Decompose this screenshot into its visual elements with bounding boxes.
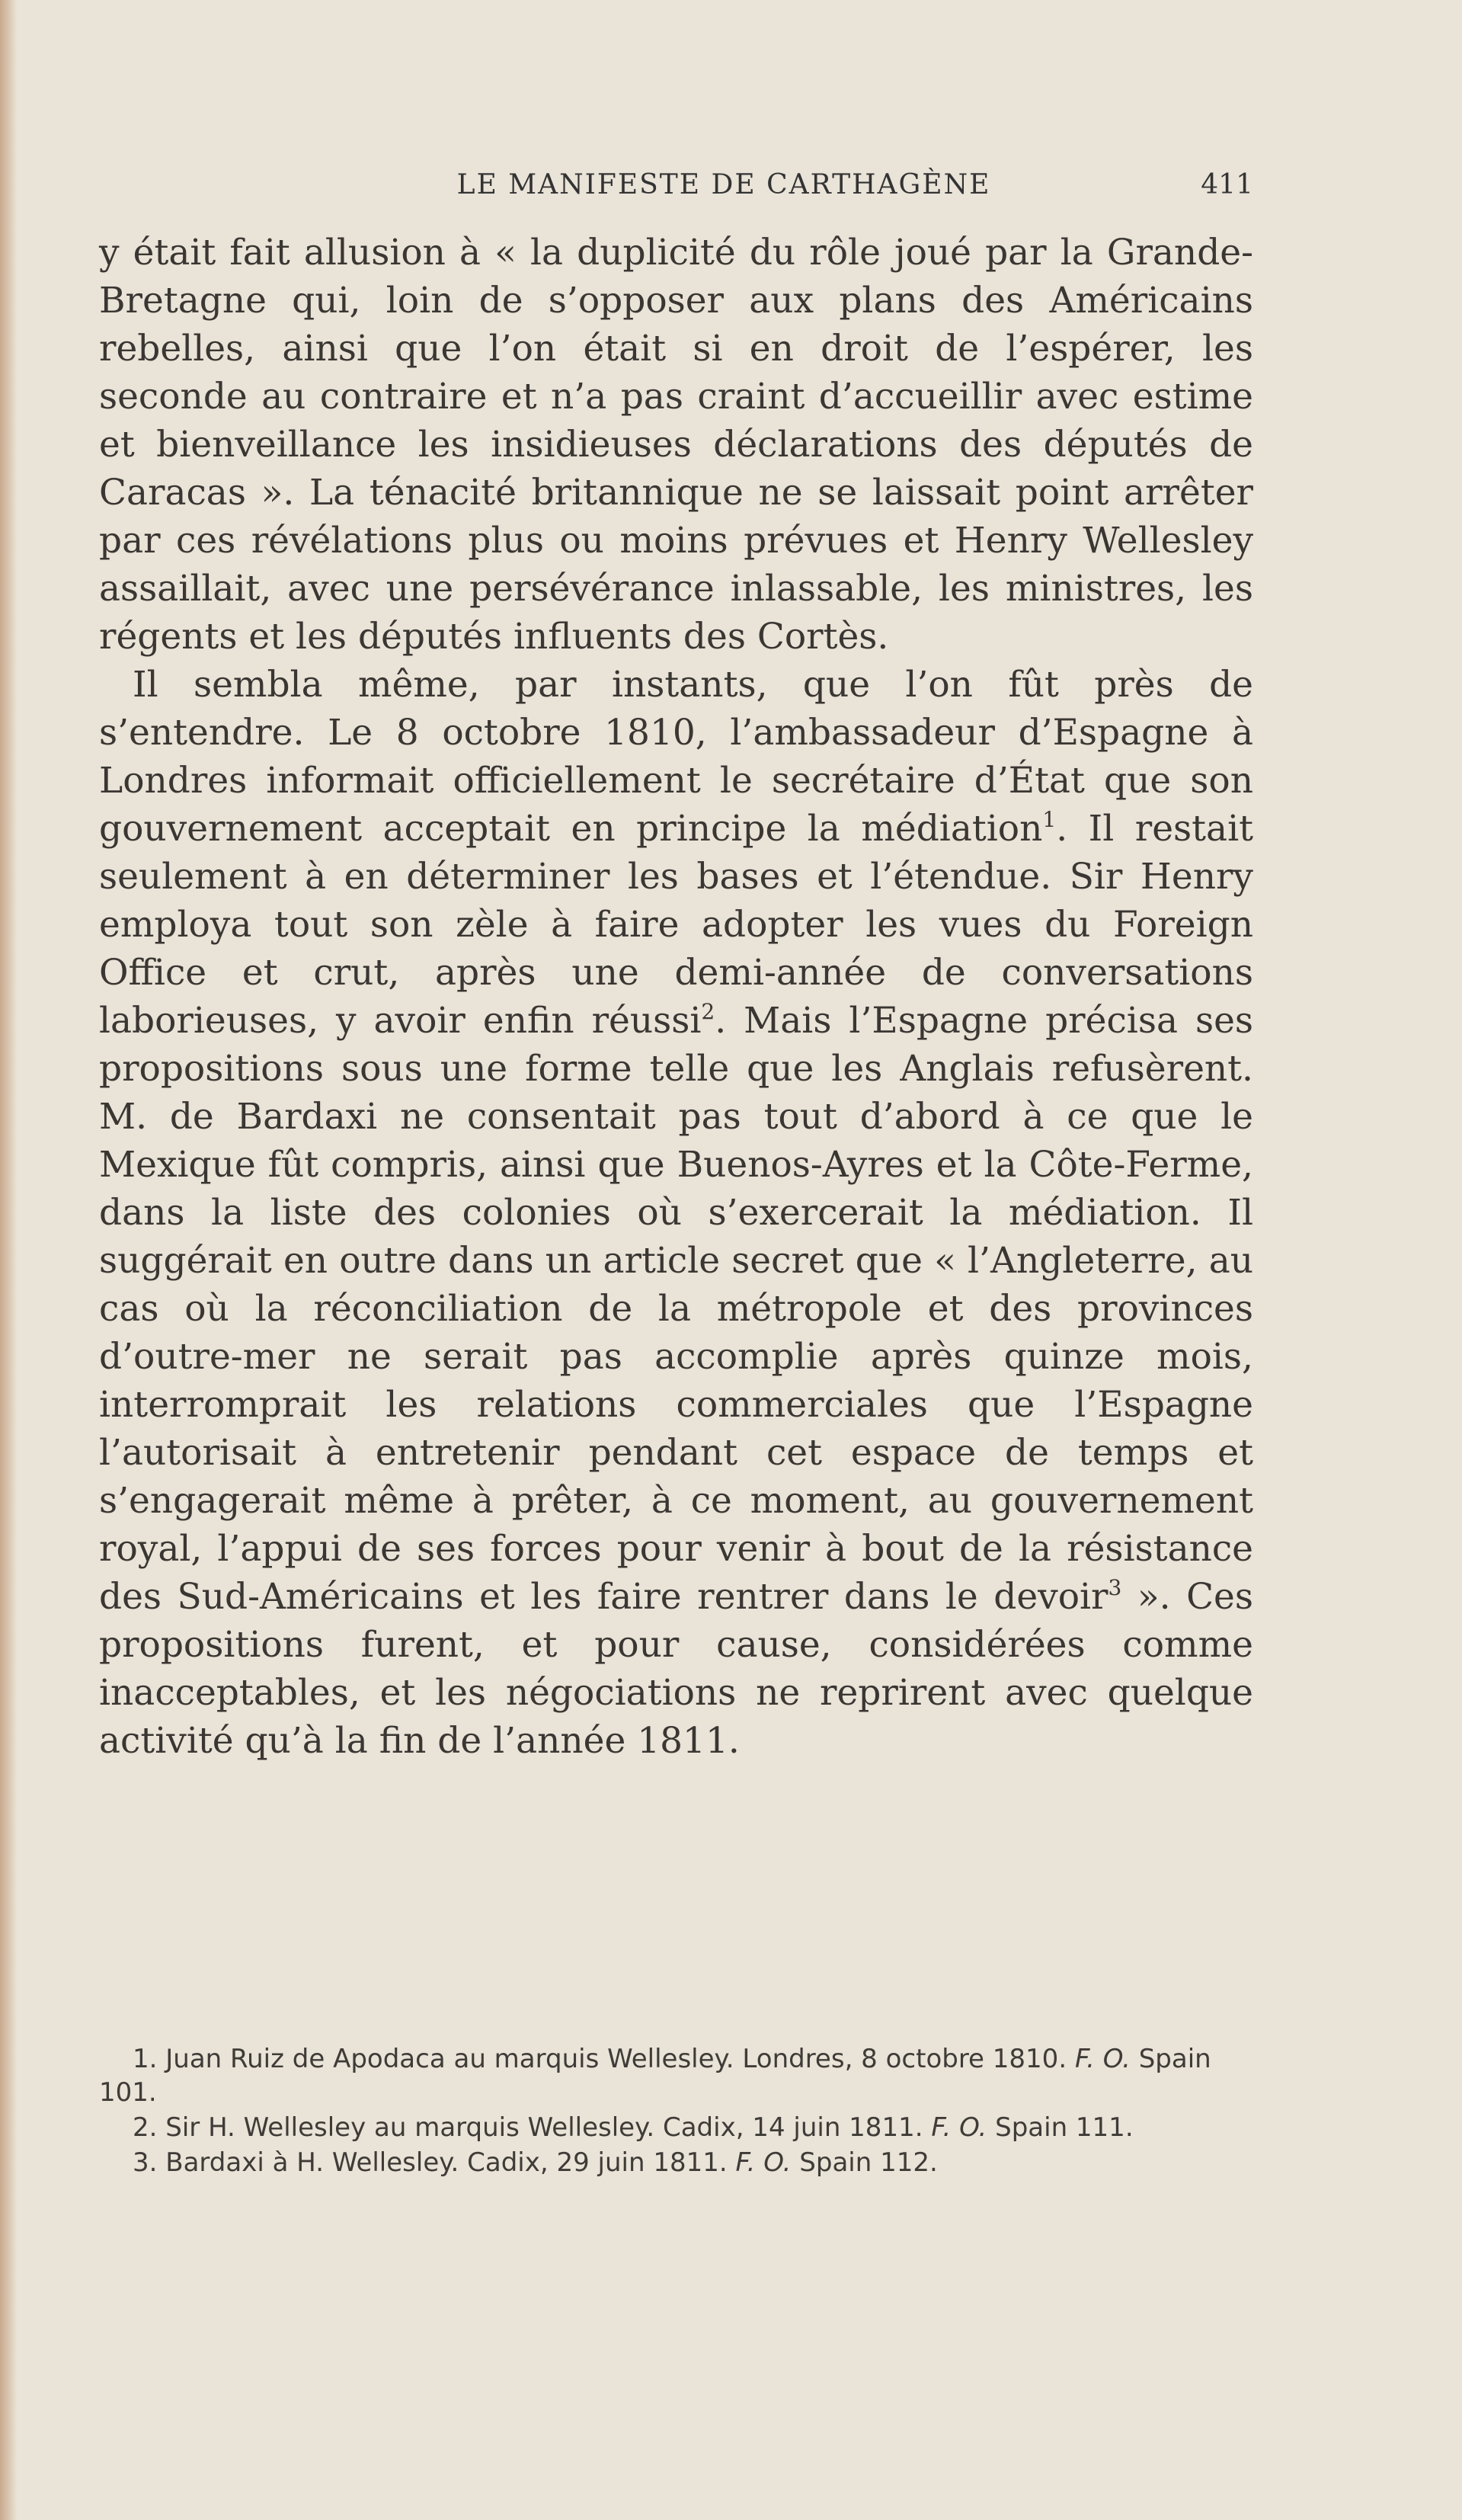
running-title: LE MANIFESTE DE CARTHAGÈNE xyxy=(456,169,991,200)
footnote-text-end: Spain 112. xyxy=(791,2147,938,2178)
footnote-text: Juan Ruiz de Apodaca au marquis Wellesley. Londres, 8 octobre 1810. xyxy=(157,2044,1075,2074)
footnotes xyxy=(99,2042,1253,2181)
paragraph-2-part-d: ». Ces propositions furent, et pour cause, considérées comme inacceptables, et les négociations ne reprirent avec quelque activité qu’à la fin de l’année 1811. xyxy=(99,1576,1253,1762)
page-edge-shadow xyxy=(0,0,17,2520)
footnote-ref: F. O. xyxy=(1074,2044,1131,2074)
footnote-marker-1: 1 xyxy=(1042,807,1057,832)
page-header xyxy=(99,169,1253,206)
footnote-3 xyxy=(99,2146,1253,2179)
footnote-ref: F. O. xyxy=(735,2147,792,2178)
paragraph-2-part-a: Il sembla même, par instants, que l’on fût près de s’entendre. Le 8 octobre 1810, l’ambassadeur d’Espagne à Londres informait officiellement le secrétaire d’État que son gouvernement acceptait en principe la médiation xyxy=(99,664,1253,850)
footnote-number: 2. xyxy=(133,2112,158,2143)
footnote-marker-3: 3 xyxy=(1108,1575,1122,1600)
footnote-marker-2: 2 xyxy=(701,999,715,1024)
footnote-ref: F. O. xyxy=(931,2112,987,2143)
footnote-1 xyxy=(99,2042,1253,2109)
paragraph-2 xyxy=(99,661,1253,1765)
footnote-number: 1. xyxy=(133,2044,158,2074)
paragraph-1: y était fait allusion à « la duplicité du rôle joué par la Grande-Bretagne qui, loin de s’opposer aux plans des Américains rebelles, ainsi que l’on était si en droit de l’espérer, les seconde au contraire et n’a pas craint d’accueillir avec estime et bienveillance les insidieuses déclarations des députés de Caracas ». La ténacité britannique ne se laissait point arrêter par ces révélations plus ou moins prévues et Henry Wellesley assaillait, avec une persévérance inlassable, les ministres, les régents et les députés influents des Cortès. xyxy=(99,232,1253,658)
paragraph-2-part-b: . Il restait seulement à en déterminer les bases et l’étendue. Sir Henry employa tout son zèle à faire adopter les vues du Foreign Office et crut, après une demi-année de conversations laborieuses, y avoir enfin réussi xyxy=(99,808,1253,1042)
paragraph-2-part-c: . Mais l’Espagne précisa ses propositions sous une forme telle que les Anglais refusèrent. M. de Bardaxi ne consentait pas tout d’abord à ce que le Mexique fût compris, ainsi que Buenos-Ayres et la Côte-Ferme, dans la liste des colonies où s’exercerait la médiation. Il suggérait en outre dans un article secret que « l’Angleterre, au cas où la réconciliation de la métropole et des provinces d’outre-mer ne serait pas accomplie après quinze mois, interromprait les relations commerciales que l’Espagne l’autorisait à entretenir pendant cet espace de temps et s’engagerait même à prêter, à ce moment, au gouvernement royal, l’appui de ses forces pour venir à bout de la résistance des Sud-Américains et les faire rentrer dans le devoir xyxy=(99,1000,1253,1618)
body-text xyxy=(99,229,1253,1765)
footnote-number: 3. xyxy=(133,2147,158,2178)
footnote-text: Bardaxi à H. Wellesley. Cadix, 29 juin 1811. xyxy=(157,2147,736,2178)
footnote-text-end: Spain 111. xyxy=(987,2112,1134,2143)
page-number: 411 xyxy=(1201,169,1253,200)
footnote-2 xyxy=(99,2111,1253,2144)
footnote-text: Sir H. Wellesley au marquis Wellesley. Cadix, 14 juin 1811. xyxy=(157,2112,932,2143)
footnote-text-end: Spain 101. xyxy=(99,2044,1211,2108)
